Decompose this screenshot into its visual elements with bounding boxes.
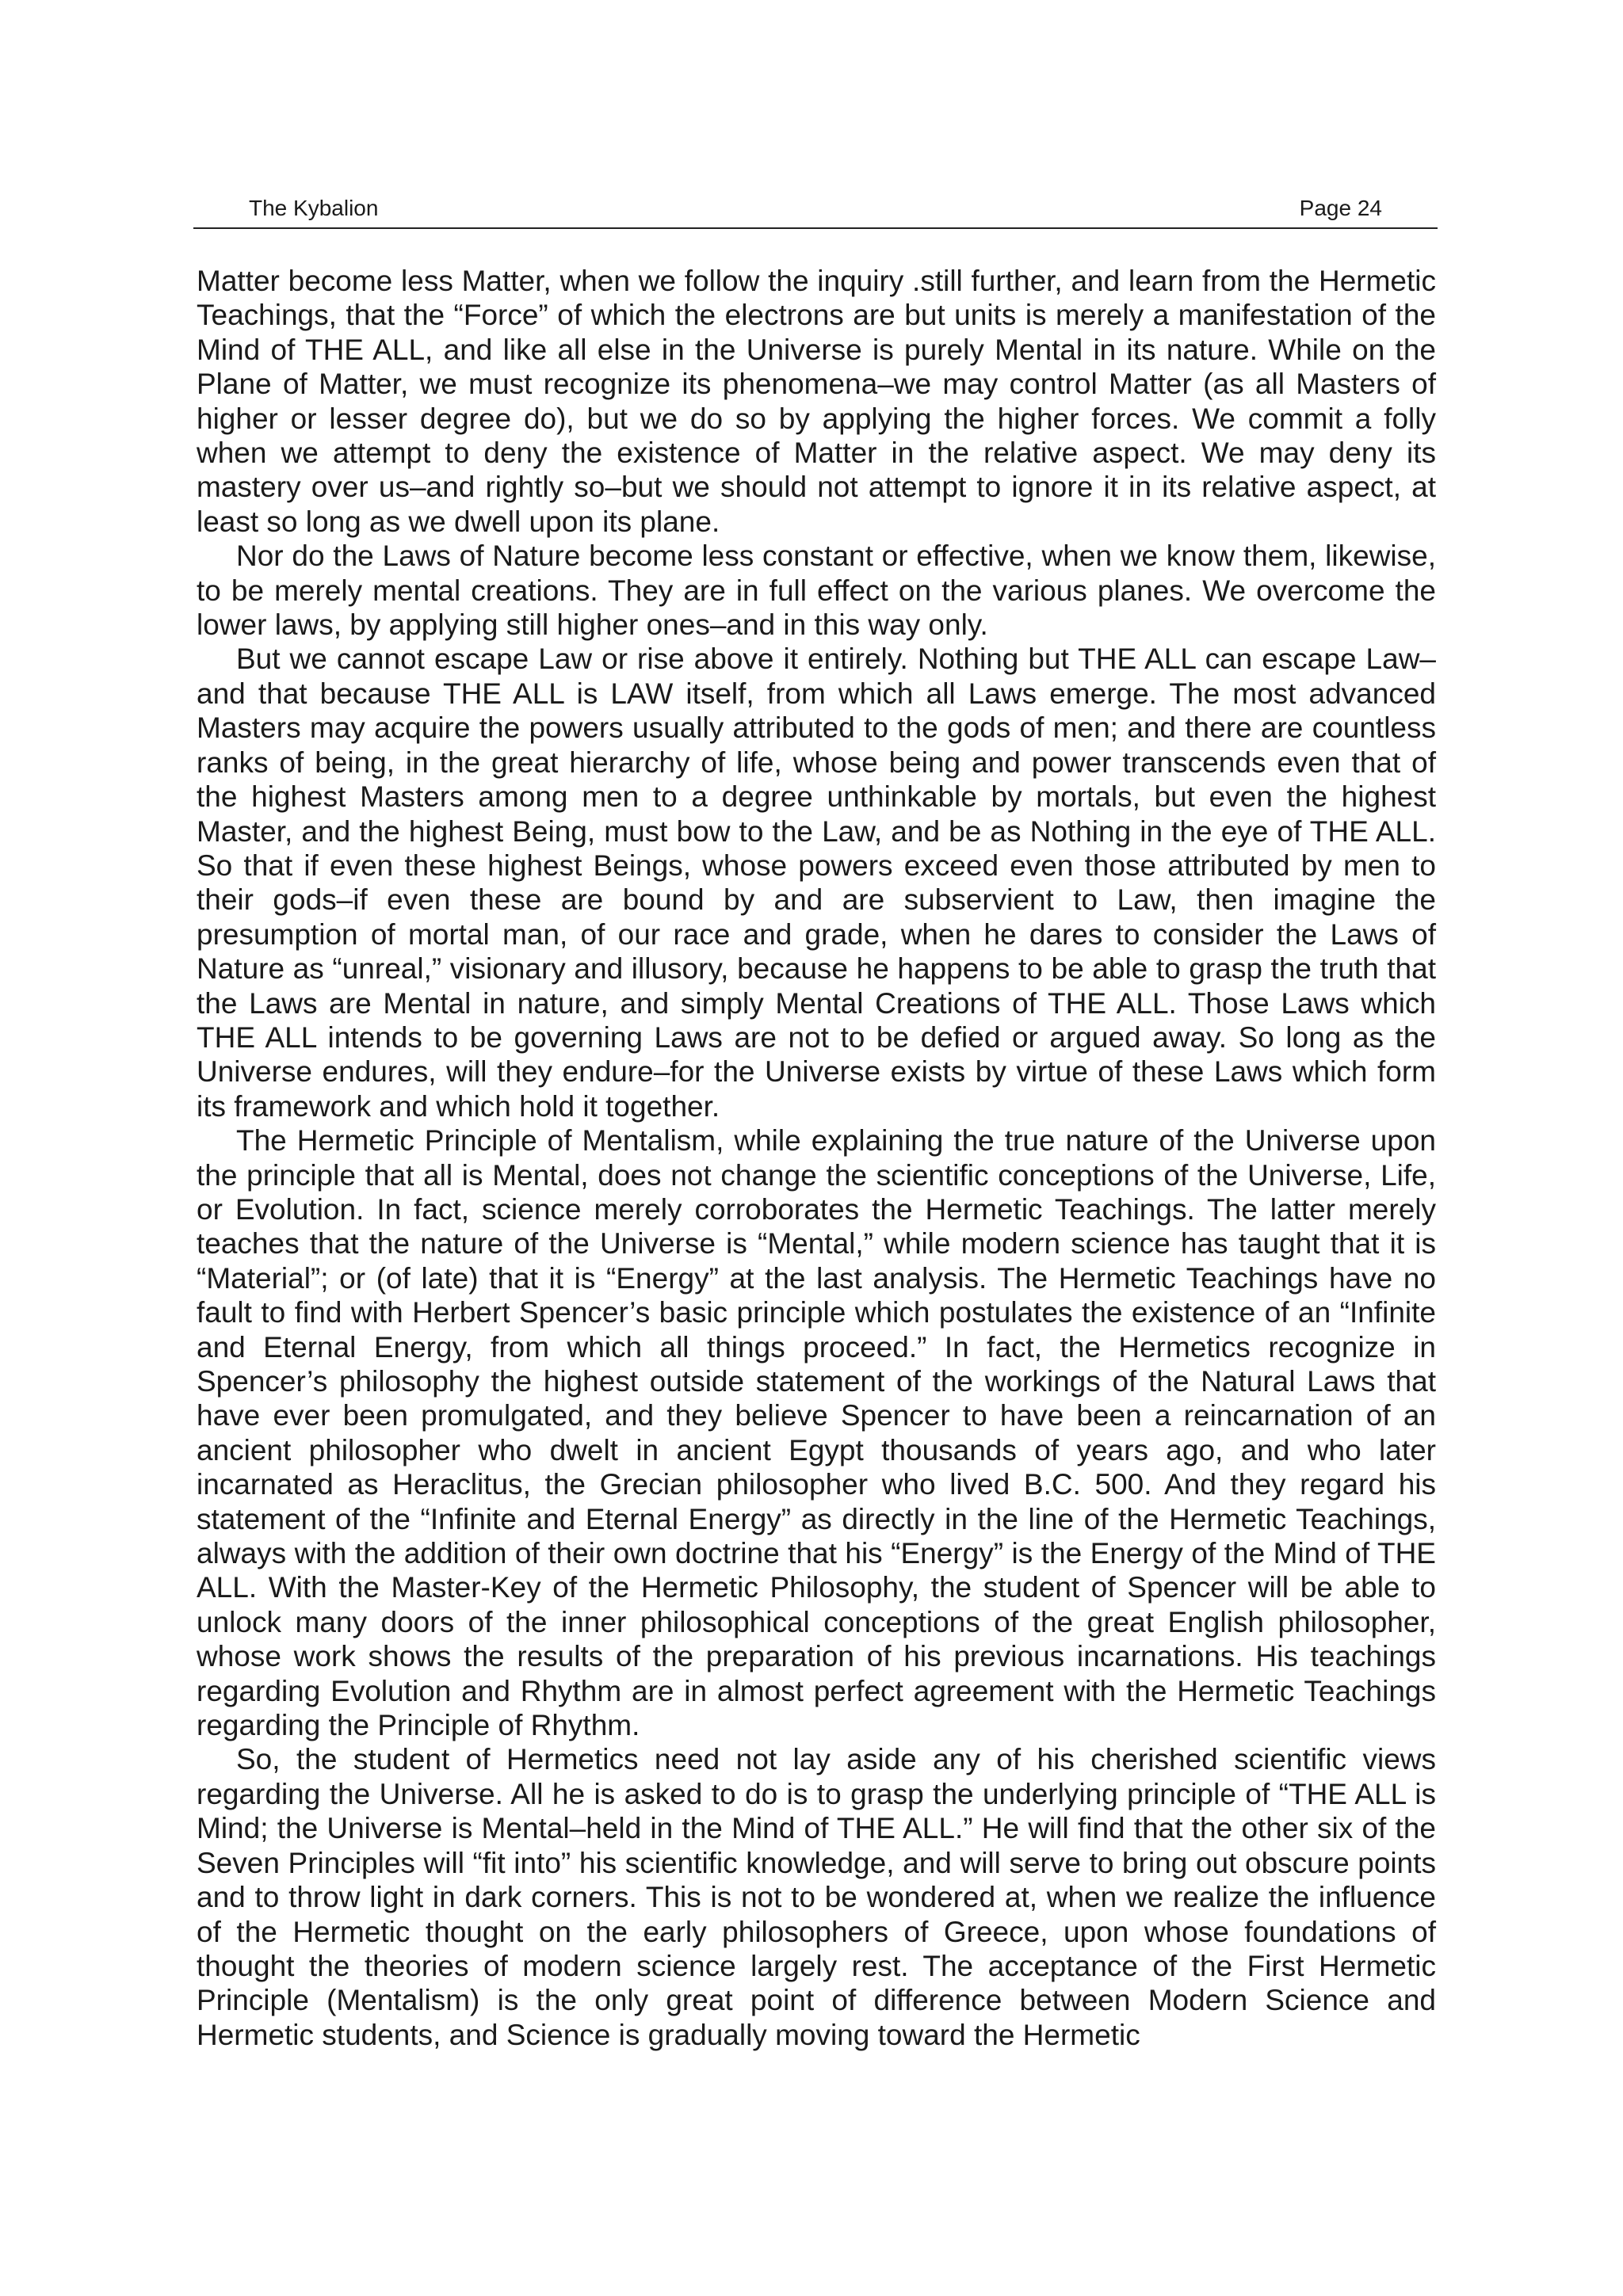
body-text	[197, 264, 1436, 2052]
paragraph: The Hermetic Principle of Mentalism, while explaining the true nature of the Universe upon the principle that all is Mental, does not change the scientific conceptions of the Universe, Life, or Evolution. In fact, science merely corroborates the Hermetic Teachings. The latter merely teaches that the nature of the Universe is “Mental,” while modern science has taught that it is “Material”; or (of late) that it is “Energy” at the last analysis. The Hermetic Teachings have no fault to find with Herbert Spencer’s basic principle which postulates the existence of an “Infinite and Eternal Energy, from which all things proceed.” In fact, the Hermetics recognize in Spencer’s philosophy the highest outside statement of the workings of the Natural Laws that have ever been promulgated, and they believe Spencer to have been a reincarnation of an ancient philosopher who dwelt in ancient Egypt thousands of years ago, and who later incarnated as Heraclitus, the Grecian philosopher who lived B.C. 500. And they regard his statement of the “Infinite and Eternal Energy” as directly in the line of the Hermetic Teachings, always with the addition of their own doctrine that his “Energy” is the Energy of the Mind of THE ALL. With the Master-Key of the Hermetic Philosophy, the student of Spencer will be able to unlock many doors of the inner philosophical conceptions of the great English philosopher, whose work shows the results of the preparation of his previous incarnations. His teachings regarding Evolution and Rhythm are in almost perfect agreement with the Hermetic Teachings regarding the Principle of Rhythm.	[197, 1124, 1436, 1742]
running-header	[193, 194, 1438, 229]
paragraph: Matter become less Matter, when we follow the inquiry .still further, and learn from the Hermetic Teachings, that the “Force” of which the electrons are but units is merely a manifestation of the Mind of THE ALL, and like all else in the Universe is purely Mental in its nature. While on the Plane of Matter, we must recognize its phenomena–we may control Matter (as all Masters of higher or lesser degree do), but we do so by applying the higher forces. We commit a folly when we attempt to deny the existence of Matter in the relative aspect. We may deny its mastery over us–and rightly so–but we should not attempt to ignore it in its relative aspect, at least so long as we dwell upon its plane.	[197, 265, 1436, 538]
paragraph: Nor do the Laws of Nature become less constant or effective, when we know them, likewise, to be merely mental creations. They are in full effect on the various planes. We overcome the lower laws, by applying still higher ones–and in this way only.	[197, 540, 1436, 642]
paragraph: But we cannot escape Law or rise above it entirely. Nothing but THE ALL can escape Law–and that because THE ALL is LAW itself, from which all Laws emerge. The most advanced Masters may acquire the powers usually attributed to the gods of men; and there are countless ranks of being, in the great hierarchy of life, whose being and power transcends even that of the highest Masters among men to a degree unthinkable by mortals, but even the highest Master, and the highest Being, must bow to the Law, and be as Nothing in the eye of THE ALL. So that if even these highest Beings, whose powers exceed even those attributed by men to their gods–if even these are bound by and are subservient to Law, then imagine the presumption of mortal man, of our race and grade, when he dares to consider the Laws of Nature as “unreal,” visionary and illusory, because he happens to be able to grasp the truth that the Laws are Mental in nature, and simply Mental Creations of THE ALL. Those Laws which THE ALL intends to be governing Laws are not to be defied or argued away. So long as the Universe endures, will they endure–for the Universe exists by virtue of these Laws which form its framework and which hold it together.	[197, 643, 1436, 1123]
paragraph: So, the student of Hermetics need not lay aside any of his cherished scientific views regarding the Universe. All he is asked to do is to grasp the underlying principle of “THE ALL is Mind; the Universe is Mental–held in the Mind of THE ALL.” He will find that the other six of the Seven Principles will “fit into” his scientific knowledge, and will serve to bring out obscure points and to throw light in dark corners. This is not to be wondered at, when we realize the influence of the Hermetic thought on the early philosophers of Greece, upon whose foundations of thought the theories of modern science largely rest. The acceptance of the First Hermetic Principle (Mentalism) is the only great point of difference between Modern Science and Hermetic students, and Science is gradually moving toward the Hermetic	[197, 1743, 1436, 2051]
page-number: Page 24	[1299, 196, 1382, 220]
book-title: The Kybalion	[249, 196, 379, 220]
